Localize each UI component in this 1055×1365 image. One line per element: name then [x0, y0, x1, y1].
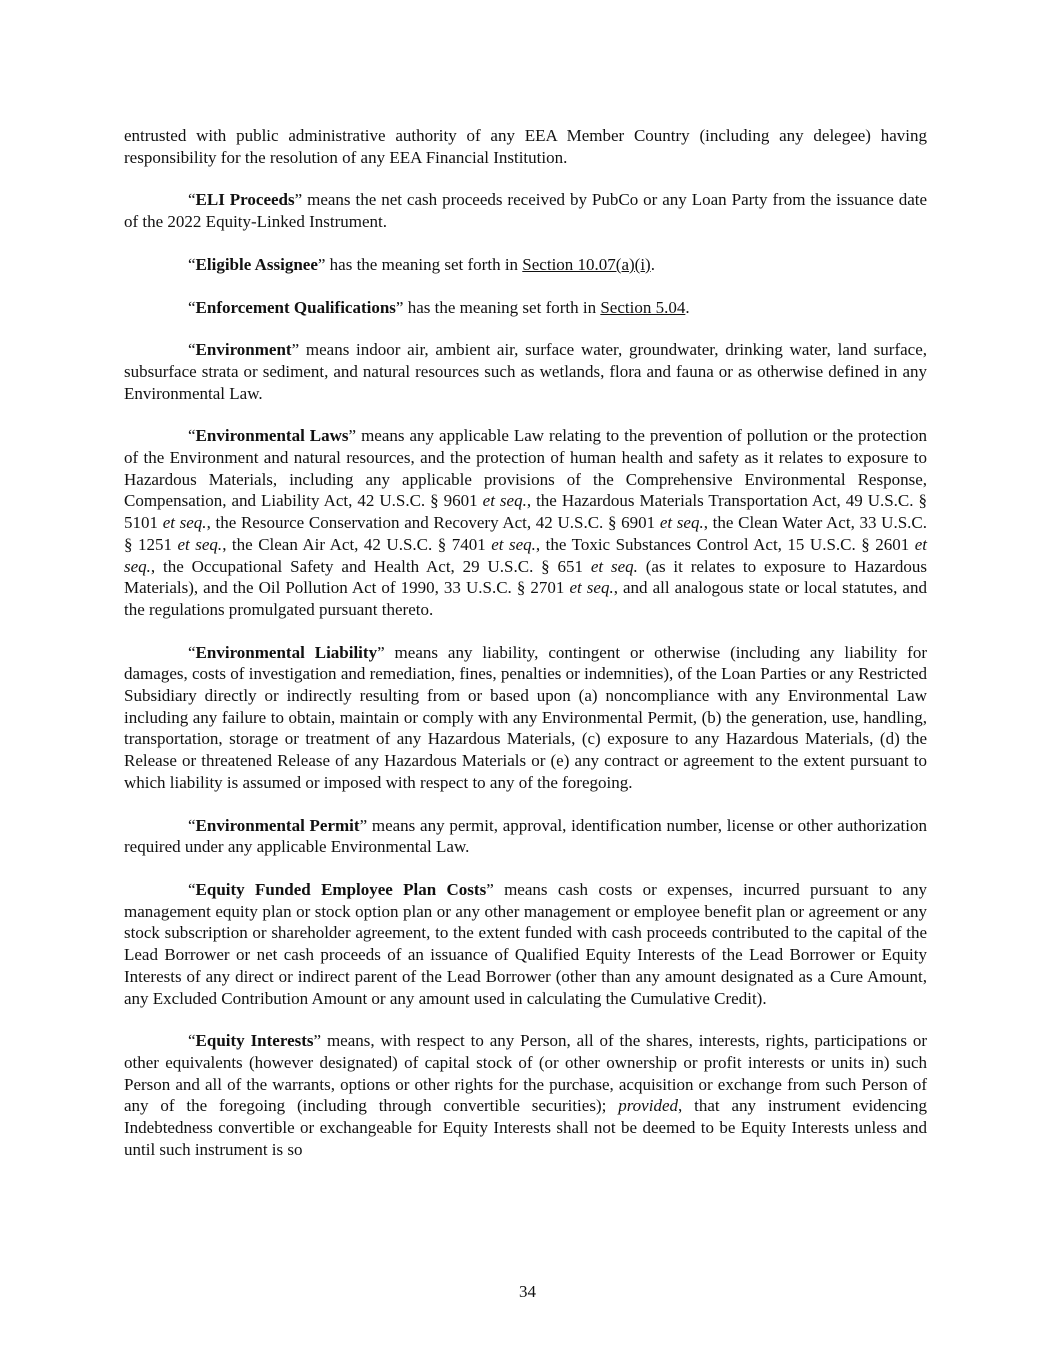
italic-text: et seq. [124, 534, 928, 576]
text-run: “ [188, 1031, 196, 1051]
definition-paragraph [124, 1030, 927, 1160]
text-run: entrusted with public administrative authority of any EEA Member Country (including any delegee) having responsibility for the resolution of any EEA Financial Institution. [124, 126, 927, 167]
text-run: ” means any permit, approval, identification number, license or other authorization required under any applicable Environmental Law. [124, 815, 927, 857]
text-run: “ [188, 340, 196, 360]
definition-paragraph [124, 879, 927, 1009]
italic-text: et seq. [491, 534, 536, 554]
defined-term: ELI Proceeds [195, 190, 295, 210]
text-run: “ [188, 190, 196, 210]
text-run: ” means the net cash proceeds received by PubCo or any Loan Party from the issuance date of the 2022 Equity-Linked Instrument. [124, 190, 928, 232]
defined-term: Equity Interests [195, 1031, 314, 1051]
text-run: “ [188, 254, 196, 274]
italic-text: et seq. [590, 556, 638, 576]
definition-paragraph [124, 189, 927, 232]
text-run: (as it relates to exposure to Hazardous Materials), and the Oil Pollution Act of 1990, 33 U.S.C. § 2701 [124, 556, 927, 598]
defined-term: Environmental Liability [195, 642, 378, 662]
text-run: , the Clean Air Act, 42 U.S.C. § 7401 [222, 534, 492, 554]
text-run: , and all analogous state or local statutes, and the regulations promulgated pursuant thereto. [124, 578, 927, 619]
text-run: , the Occupational Safety and Health Act, 29 U.S.C. § 651 [150, 556, 591, 576]
definition-paragraph [124, 254, 927, 276]
definition-paragraph [124, 815, 927, 858]
text-run: “ [188, 426, 196, 446]
definition-paragraph [124, 297, 927, 319]
italic-text: provided [618, 1096, 678, 1116]
text-run: , that any instrument evidencing Indebtedness convertible or exchangeable for Equity Interests shall not be deemed to be Equity Interests unless and until such instrument is so [124, 1096, 927, 1159]
text-run: “ [188, 879, 196, 899]
italic-text: et seq. [569, 578, 614, 598]
text-run: ” means, with respect to any Person, all of the shares, interests, rights, participations or other equivalents (however designated) of capital stock of (or other ownership or profit interests or units in) such Person and all of the warrants, options or other rights for the purchase, acquisition or exchange from such Person of any of the foregoing (including through convertible securities); [124, 1031, 927, 1116]
body-text [124, 125, 927, 1181]
definition-paragraph [124, 425, 927, 620]
definition-paragraph [124, 339, 927, 404]
text-run: ” means cash costs or expenses, incurred pursuant to any management equity plan or stock option plan or any other management or employee benefit plan or agreement or any stock subscription or shareholder agreement, to the extent funded with cash proceeds contributed to the capital of the Lead Borrower or net cash proceeds of an issuance of Qualified Equity Interests of the Lead Borrower or Equity Interests of any direct or indirect parent of the Lead Borrower (other than any amount designated as a Cure Amount, any Excluded Contribution Amount or any amount used in calculating the Cumulative Credit). [124, 879, 927, 1008]
defined-term: Equity Funded Employee Plan Costs [195, 879, 487, 899]
text-run: , the Resource Conservation and Recovery Act, 42 U.S.C. § 6901 [206, 513, 660, 533]
italic-text: et seq. [659, 513, 704, 533]
text-run: , the Toxic Substances Control Act, 15 U.S.C. § 2601 [535, 534, 915, 554]
text-run: . [650, 254, 655, 274]
defined-term: Environment [195, 340, 292, 360]
continued-paragraph [124, 125, 927, 168]
text-run: ” means indoor air, ambient air, surface water, groundwater, drinking water, land surface, subsurface strata or sediment, and natural resources such as wetlands, flora and fauna or as otherwise defined in any Environmental Law. [124, 340, 927, 403]
section-reference: Section 10.07(a)(i) [522, 254, 651, 274]
defined-term: Environmental Laws [195, 426, 349, 446]
text-run: ” means any applicable Law relating to the prevention of pollution or the protection of the Environment and natural resources, and the protection of human health and safety as it relates to exposure to Hazardous Materials, including any applicable provisions of the Comprehensive Environmental Response, Compensation, and Liability Act, 42 U.S.C. § 9601 [124, 426, 927, 511]
page-number: 34 [519, 1282, 536, 1301]
italic-text: et seq. [162, 513, 207, 533]
definition-paragraph [124, 642, 927, 794]
text-run: “ [188, 815, 196, 835]
section-reference: Section 5.04 [600, 297, 686, 317]
text-run: . [685, 297, 690, 317]
text-run: , the Clean Water Act, 33 U.S.C. § 1251 [124, 513, 928, 554]
defined-term: Environmental Permit [195, 815, 360, 835]
italic-text: et seq. [482, 491, 527, 511]
text-run: ” has the meaning set forth in [395, 297, 601, 317]
text-run: ” means any liability, contingent or otherwise (including any liability for damages, costs of investigation and remediation, fines, penalties or indemnities), of the Loan Parties or any Restricted Subsidiary directly or indirectly resulting from or based upon (a) noncompliance with any Environmental Law including any failure to obtain, maintain or comply with any Environmental Permit, (b) the generation, use, handling, transportation, storage or treatment of any Hazardous Materials, (c) exposure to any Hazardous Materials, (d) the Release or threatened Release of any Hazardous Materials or (e) any contract or agreement to the extent pursuant to which liability is assumed or imposed with respect to any of the foregoing. [124, 642, 927, 792]
text-run: “ [188, 297, 196, 317]
text-run: “ [188, 642, 196, 662]
text-run: ” has the meaning set forth in [317, 254, 523, 274]
defined-term: Eligible Assignee [195, 254, 318, 274]
italic-text: et seq. [177, 534, 223, 554]
text-run: , the Hazardous Materials Transportation Act, 49 U.S.C. § 5101 [124, 491, 928, 533]
defined-term: Enforcement Qualifications [195, 297, 396, 317]
